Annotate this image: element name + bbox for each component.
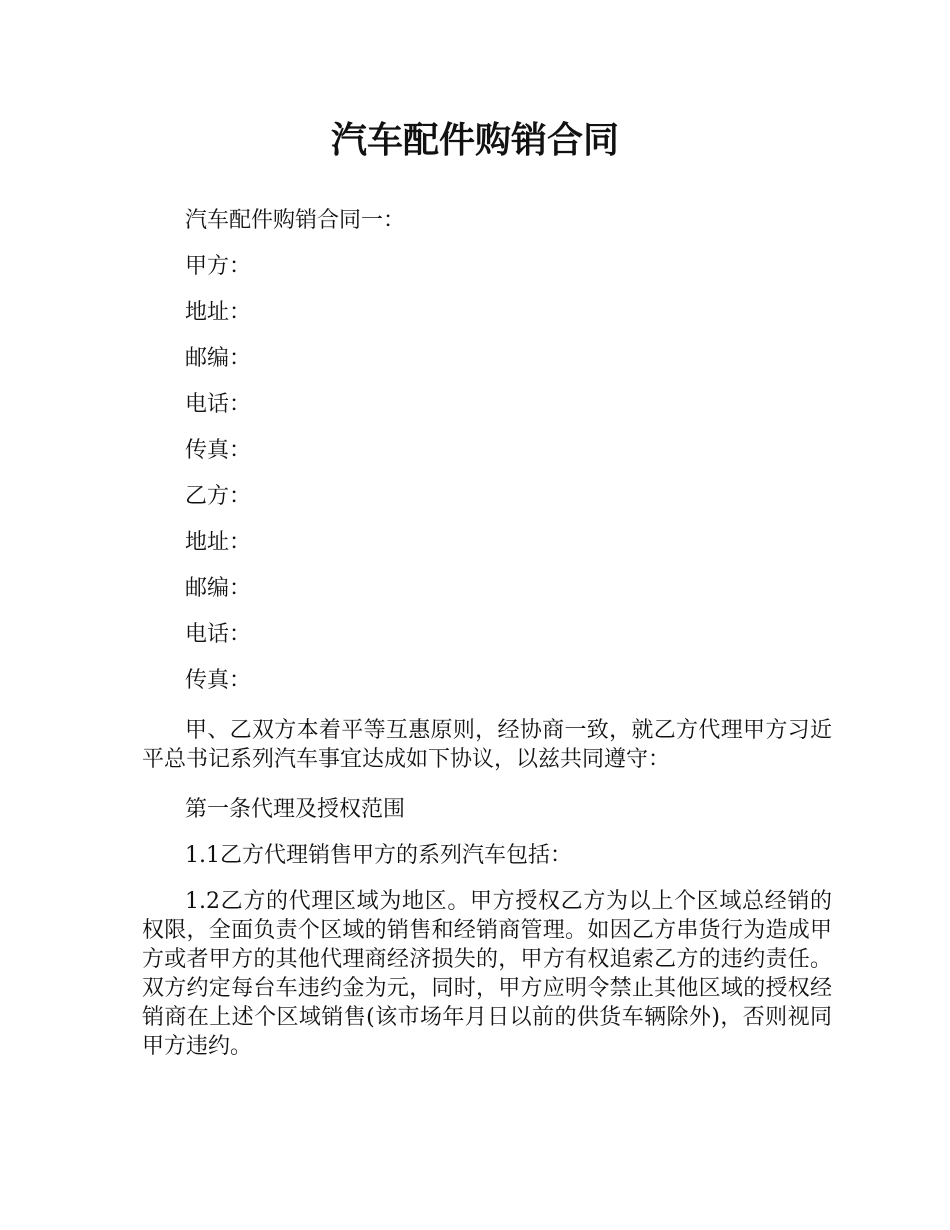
party-a-phone: 电话：	[185, 392, 252, 417]
document-body	[142, 202, 832, 1061]
party-b-label: 乙方：	[185, 484, 252, 509]
party-b-fax: 传真：	[185, 668, 252, 693]
party-a-address: 地址：	[185, 300, 252, 325]
party-b-phone: 电话：	[185, 622, 252, 647]
party-a-label: 甲方：	[185, 254, 252, 279]
party-b-postcode: 邮编：	[185, 576, 252, 601]
preamble-paragraph: 甲、乙双方本着平等互惠原则，经协商一致，就乙方代理甲方习近平总书记系列汽车事宜达成如下协议，以兹共同遵守：	[142, 718, 832, 772]
article-1-heading: 第一条代理及授权范围	[185, 797, 406, 822]
party-a-fax: 传真：	[185, 438, 252, 463]
clause-1-1: 1.1乙方代理销售甲方的系列汽车包括：	[185, 843, 572, 868]
document-title: 汽车配件购销合同	[330, 120, 619, 161]
party-b-address: 地址：	[185, 530, 252, 555]
contract-subtitle: 汽车配件购销合同一：	[185, 208, 406, 233]
party-a-postcode: 邮编：	[185, 346, 252, 371]
clause-1-2: 1.2乙方的代理区域为地区。甲方授权乙方为以上个区域总经销的权限，全面负责个区域的销售和经销商管理。如因乙方串货行为造成甲方或者甲方的其他代理商经济损失的，甲方有权追索乙方的违约责任。双方约定每台车违约金为元，同时，甲方应明令禁止其他区域的授权经销商在上述个区域销售(该市场年月日以前的供货车辆除外)，否则视同甲方违约。	[142, 889, 832, 1059]
